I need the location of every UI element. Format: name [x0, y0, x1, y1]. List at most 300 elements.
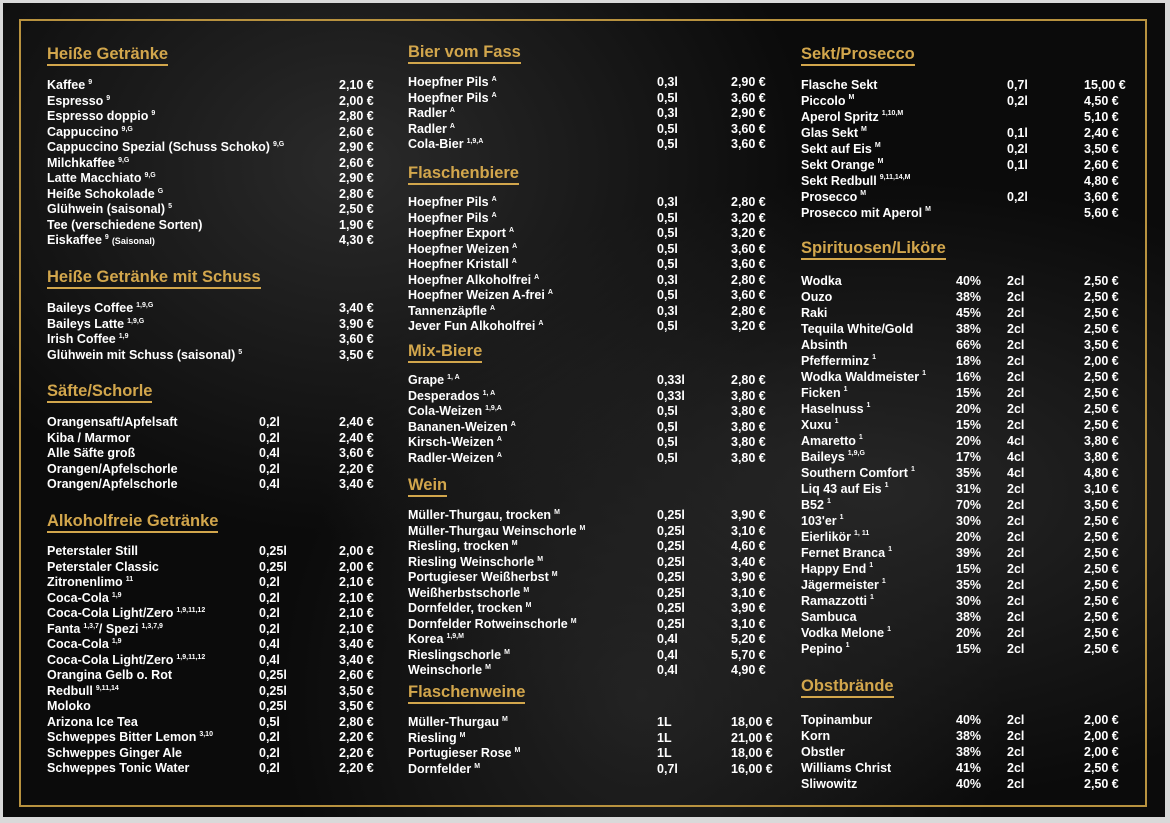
item-footnote: 1,9,A [466, 138, 484, 145]
item-name-text: Latte Macchiato [47, 171, 142, 185]
item-name-text: Prosecco [801, 190, 858, 204]
list-item [408, 435, 778, 451]
item-footnote: M [848, 94, 855, 101]
item-price: 3,90 € [339, 316, 374, 331]
item-name [47, 446, 135, 462]
list-item [408, 319, 778, 335]
item-price: 2,00 € [1084, 354, 1119, 368]
item-volume: 0,33l [657, 388, 685, 403]
section-sekt-prosecco [801, 44, 915, 66]
item-name [408, 242, 517, 258]
list-item [47, 606, 387, 622]
item-price: 2,10 € [339, 590, 374, 605]
item-footnote: 1,9 [111, 591, 122, 599]
item-name [801, 744, 845, 760]
item-footnote: 1,9,G [136, 302, 154, 309]
item-name [408, 539, 518, 555]
item-name-text: Espresso doppio [47, 109, 149, 123]
list-item [801, 173, 1131, 189]
item-volume: 0,25l [657, 585, 685, 600]
list-item [801, 609, 1131, 625]
item-name [408, 648, 510, 664]
item-price: 2,90 € [731, 75, 766, 89]
list-item [801, 141, 1131, 157]
list-item [47, 317, 387, 333]
item-name [408, 273, 539, 289]
item-name [408, 211, 497, 227]
item-footnote: A [491, 76, 497, 83]
item-footnote: 1,9,A [485, 405, 502, 412]
item-price: 3,50 € [1084, 338, 1119, 352]
item-footnote: A [534, 273, 540, 281]
list-item [801, 433, 1131, 449]
item-footnote: 1,9,G [127, 317, 145, 325]
item-footnote: 1 [845, 642, 850, 649]
item-price: 3,60 € [339, 332, 374, 346]
list-item [408, 539, 778, 555]
item-volume: 0,5l [657, 226, 678, 240]
item-name-text: Weißherbstschorle [408, 585, 521, 600]
item-footnote: 9,G [121, 125, 133, 133]
item-name-text: Hoepfner Pils [408, 210, 489, 225]
item-footnote: A [510, 420, 516, 428]
item-footnote: M [579, 524, 586, 532]
list-bier-vom-fass [408, 75, 778, 153]
item-name-text: Southern Comfort [801, 466, 908, 480]
list-item [47, 218, 387, 234]
item-footnote: M [874, 142, 881, 149]
item-name [408, 746, 520, 762]
item-volume: 0,5l [657, 210, 678, 225]
item-name [47, 575, 133, 591]
item-price: 3,60 € [731, 90, 766, 105]
item-name [801, 728, 830, 744]
item-footnote: 1,9,11,12 [176, 607, 206, 614]
item-alcohol-percent: 15% [956, 418, 982, 432]
section-heading: Alkoholfreie Getränke [47, 511, 218, 533]
item-footnote: A [547, 289, 553, 296]
item-price: 2,00 € [339, 93, 374, 108]
list-item [408, 195, 778, 211]
item-price: 3,40 € [731, 554, 766, 569]
item-price: 2,80 € [731, 373, 766, 387]
item-volume: 1L [657, 746, 672, 760]
item-name-text: Hoepfner Alkoholfrei [408, 272, 532, 287]
item-volume: 0,3l [657, 75, 678, 89]
list-item [408, 106, 778, 122]
item-name [801, 545, 892, 561]
item-name [47, 332, 129, 348]
item-price: 3,10 € [731, 616, 766, 631]
item-name [801, 289, 832, 305]
item-price: 4,80 € [1084, 174, 1119, 188]
item-name [47, 202, 172, 218]
item-name-text: Peterstaler Still [47, 544, 139, 558]
list-item [801, 760, 1131, 776]
item-price: 2,80 € [339, 109, 374, 123]
item-volume: 0,2l [259, 575, 280, 589]
item-footnote: M [860, 126, 867, 133]
item-price: 4,60 € [731, 539, 766, 553]
item-name [801, 305, 827, 321]
item-price: 3,40 € [339, 652, 374, 667]
item-volume: 0,25l [657, 523, 685, 538]
item-alcohol-percent: 66% [956, 338, 982, 352]
item-volume: 0,7l [657, 761, 678, 776]
item-price: 2,50 € [1084, 594, 1119, 608]
item-volume: 1L [657, 715, 672, 729]
list-item [408, 601, 778, 617]
item-name [408, 617, 577, 633]
item-name [47, 637, 122, 653]
item-footnote: 1,10,M [881, 110, 904, 117]
item-price: 3,10 € [731, 585, 766, 600]
item-volume: 0,2l [259, 430, 280, 445]
list-item [408, 617, 778, 633]
item-alcohol-percent: 38% [956, 729, 982, 743]
item-name [408, 762, 480, 778]
list-item [47, 94, 387, 110]
item-volume: 2cl [1007, 386, 1025, 400]
item-name-text: Orangensaft/Apfelsaft [47, 415, 178, 429]
item-name-text: Arizona Ice Tea [47, 714, 138, 729]
item-name-text: Kirsch-Weizen [408, 435, 494, 449]
item-name [408, 226, 514, 242]
item-name [408, 304, 495, 320]
item-name-text: Rieslingschorle [408, 647, 502, 662]
item-volume: 2cl [1007, 514, 1025, 528]
item-volume: 0,5l [657, 450, 678, 465]
section-mix-biere [408, 341, 482, 363]
item-price: 2,60 € [339, 668, 374, 682]
list-item [47, 415, 387, 431]
item-name-text: Dornfelder Rotweinschorle [408, 616, 568, 631]
item-volume: 0,4l [657, 647, 678, 662]
item-price: 3,90 € [731, 601, 766, 615]
item-name [801, 561, 873, 577]
item-name-text: Sambuca [801, 610, 857, 624]
item-name [801, 577, 886, 593]
item-name [47, 462, 178, 478]
item-name-text: Schweppes Ginger Ale [47, 745, 182, 760]
item-volume: 2cl [1007, 402, 1025, 416]
item-footnote: 1,9,G [847, 450, 865, 457]
item-volume: 0,25l [259, 683, 287, 698]
item-name [801, 465, 915, 481]
item-price: 3,80 € [731, 419, 766, 434]
item-volume: 0,2l [259, 621, 280, 636]
list-item [408, 137, 778, 153]
item-name-text: Sekt Redbull [801, 174, 877, 188]
item-volume: 4cl [1007, 466, 1025, 480]
item-name [47, 560, 159, 576]
item-name-text: Haselnuss [801, 402, 864, 416]
item-name-text: Hoepfner Pils [408, 75, 489, 89]
item-alcohol-percent: 20% [956, 530, 982, 544]
item-footnote: 1 [881, 578, 886, 585]
item-footnote: 9,11,14,M [879, 174, 911, 181]
item-name [408, 122, 455, 138]
list-item [47, 715, 387, 731]
item-name-text: Vodka Melone [801, 626, 885, 640]
item-volume: 0,3l [657, 272, 678, 287]
item-price: 3,20 € [731, 226, 766, 240]
list-item [47, 462, 387, 478]
list-item [801, 625, 1131, 641]
item-name-text: Aperol Spritz [801, 110, 879, 124]
list-item [47, 684, 387, 700]
item-price: 2,10 € [339, 575, 374, 589]
list-item [408, 257, 778, 273]
list-item [408, 288, 778, 304]
item-footnote: 1 [922, 370, 926, 377]
item-alcohol-percent: 35% [956, 466, 982, 480]
item-price: 2,20 € [339, 461, 374, 476]
item-name [801, 593, 874, 609]
item-name [47, 415, 178, 431]
item-volume: 0,5l [657, 241, 678, 256]
item-name-text: Wodka [801, 274, 842, 288]
item-name [801, 125, 867, 141]
item-price: 3,40 € [339, 637, 374, 651]
item-name [47, 171, 156, 187]
list-item [408, 389, 778, 405]
list-item [801, 529, 1131, 545]
item-alcohol-percent: 45% [956, 306, 982, 320]
item-volume: 0,25l [259, 699, 287, 713]
list-item [801, 417, 1131, 433]
item-volume: 2cl [1007, 530, 1025, 544]
item-volume: 0,2l [259, 745, 280, 760]
item-name [801, 625, 891, 641]
item-price: 2,50 € [1084, 306, 1119, 320]
item-name-text: Ramazzotti [801, 594, 867, 608]
item-name-text: Sliwowitz [801, 777, 858, 791]
item-price: 2,80 € [731, 303, 766, 318]
section-heading: Mix-Biere [408, 341, 482, 363]
item-volume: 0,3l [657, 303, 678, 318]
item-name-text: Tannenzäpfle [408, 303, 487, 318]
item-volume: 0,4l [657, 663, 678, 677]
list-obstbraende [801, 712, 1131, 792]
item-alcohol-percent: 30% [956, 514, 982, 528]
item-name [801, 321, 913, 337]
item-name [47, 317, 144, 333]
list-item [801, 481, 1131, 497]
item-name [408, 451, 502, 467]
item-name [47, 140, 284, 156]
item-price: 2,00 € [1084, 745, 1119, 759]
item-name-text: Obstler [801, 745, 845, 759]
item-name-text: Radler-Weizen [408, 450, 494, 465]
item-volume: 0,25l [259, 559, 287, 574]
item-name-text: 103'er [801, 514, 837, 528]
list-item [801, 353, 1131, 369]
item-name-text: B52 [801, 498, 824, 512]
item-price: 2,80 € [731, 195, 766, 209]
item-footnote: 1 [843, 386, 848, 393]
item-name-text: Schweppes Tonic Water [47, 761, 190, 775]
item-price: 3,80 € [1084, 450, 1119, 464]
list-item [408, 273, 778, 289]
list-item [47, 431, 387, 447]
item-price: 2,50 € [1084, 578, 1119, 592]
item-name-text: Korn [801, 729, 831, 743]
list-item [801, 125, 1131, 141]
item-footnote: 1, A [482, 389, 496, 397]
item-alcohol-percent: 17% [956, 450, 982, 464]
list-item [47, 591, 387, 607]
item-volume: 2cl [1007, 482, 1025, 496]
list-item [47, 109, 387, 125]
item-alcohol-percent: 40% [956, 713, 982, 727]
list-item [801, 289, 1131, 305]
item-footnote: A [511, 258, 517, 265]
section-heisse-getraenke [47, 44, 168, 66]
item-alcohol-percent: 38% [956, 290, 982, 304]
section-spirituosen-likoere [801, 238, 946, 260]
item-name [801, 77, 877, 93]
item-name-text: Liq 43 auf Eis [801, 482, 882, 496]
item-name-text: Riesling [408, 730, 457, 745]
list-heisse-getraenke [47, 78, 387, 249]
item-name-text: Milchkaffee [47, 155, 116, 170]
item-footnote: 9 [106, 94, 111, 102]
item-price: 3,80 € [1084, 434, 1119, 448]
list-item [801, 449, 1131, 465]
item-name [408, 404, 502, 420]
section-heading: Flaschenweine [408, 682, 525, 704]
item-name [801, 609, 857, 625]
item-price: 2,10 € [339, 606, 374, 620]
item-name [801, 173, 910, 189]
item-alcohol-percent: 41% [956, 761, 982, 775]
item-name [47, 653, 205, 669]
list-item [47, 233, 387, 249]
section-obstbraende [801, 676, 894, 698]
item-volume: 0,33l [657, 373, 685, 387]
item-name [47, 78, 92, 94]
list-item [408, 91, 778, 107]
item-price: 3,60 € [731, 288, 766, 302]
item-alcohol-percent: 70% [956, 498, 982, 512]
item-footnote: 9,11,14 [95, 684, 119, 692]
item-footnote: A [496, 436, 502, 443]
item-volume: 0,5l [657, 288, 678, 302]
item-volume: 0,5l [657, 435, 678, 449]
item-price: 5,70 € [731, 647, 766, 662]
item-volume: 2cl [1007, 498, 1025, 512]
item-footnote: 1,3,7 [83, 622, 99, 630]
item-name [408, 373, 460, 389]
item-footnote: 11 [125, 576, 134, 583]
list-item [408, 373, 778, 389]
list-item [801, 77, 1131, 93]
item-name-text: Piccolo [801, 94, 846, 108]
list-item [47, 332, 387, 348]
item-name-text: Coca-Cola Light/Zero [47, 606, 174, 620]
item-footnote: 1 [887, 626, 892, 633]
item-price: 2,00 € [1084, 729, 1119, 743]
list-item [47, 477, 387, 493]
item-name [801, 93, 854, 109]
list-item [408, 242, 778, 258]
item-price: 5,60 € [1084, 206, 1119, 220]
list-item [801, 712, 1131, 728]
item-footnote: 1 [866, 402, 871, 409]
item-name [47, 218, 202, 234]
item-name-text: Williams Christ [801, 761, 892, 775]
item-name-text: Bananen-Weizen [408, 419, 508, 434]
item-footnote: G [157, 187, 164, 195]
item-name [801, 760, 891, 776]
list-item [408, 508, 778, 524]
list-saefte-schorle [47, 415, 387, 493]
item-volume: 2cl [1007, 729, 1025, 743]
item-alcohol-percent: 20% [956, 626, 982, 640]
item-price: 3,60 € [731, 241, 766, 256]
menu-board [3, 3, 1165, 817]
item-name [801, 189, 866, 205]
item-price: 2,50 € [1084, 610, 1119, 624]
list-item [47, 730, 387, 746]
item-name [801, 433, 863, 449]
item-name-text: Hoepfner Export [408, 226, 506, 240]
item-name [408, 555, 543, 571]
section-heading: Sekt/Prosecco [801, 44, 915, 66]
item-footnote: 1,9,M [446, 633, 464, 640]
item-footnote: M [485, 664, 491, 671]
item-footnote: 1 [869, 562, 874, 569]
item-price: 2,50 € [1084, 402, 1119, 416]
item-name-text: Hoepfner Kristall [408, 257, 509, 271]
item-price: 3,50 € [339, 347, 374, 362]
list-item [801, 577, 1131, 593]
item-volume: 2cl [1007, 594, 1025, 608]
item-footnote: M [537, 555, 544, 563]
item-footnote: 5 [238, 348, 243, 356]
item-name-text: Glas Sekt [801, 126, 858, 140]
item-volume: 0,25l [657, 616, 685, 631]
item-name-text: Müller-Thurgau [408, 715, 499, 729]
item-footnote: M [504, 648, 510, 656]
list-item [47, 187, 387, 203]
item-footnote: 5 [168, 203, 172, 210]
item-price: 5,20 € [731, 632, 766, 646]
item-price: 2,50 € [1084, 626, 1119, 640]
item-volume: 2cl [1007, 626, 1025, 640]
item-name-text: Tee (verschiedene Sorten) [47, 217, 203, 232]
item-alcohol-percent: 35% [956, 578, 982, 592]
item-name [801, 141, 881, 157]
item-volume: 2cl [1007, 610, 1025, 624]
item-footnote: 1 [888, 546, 892, 553]
item-name-text: Radler [408, 121, 447, 136]
item-price: 3,50 € [339, 683, 374, 698]
list-item [408, 304, 778, 320]
item-name [47, 187, 163, 203]
item-price: 2,90 € [339, 140, 374, 154]
list-item [408, 715, 778, 731]
item-price: 2,20 € [339, 761, 374, 775]
item-name [801, 481, 889, 497]
section-heading: Spirituosen/Liköre [801, 238, 946, 260]
item-price: 2,50 € [1084, 530, 1119, 544]
item-volume: 0,7l [1007, 78, 1028, 92]
item-name-text: Fanta [47, 621, 81, 636]
item-price: 3,60 € [731, 257, 766, 271]
item-price: 2,20 € [339, 730, 374, 744]
